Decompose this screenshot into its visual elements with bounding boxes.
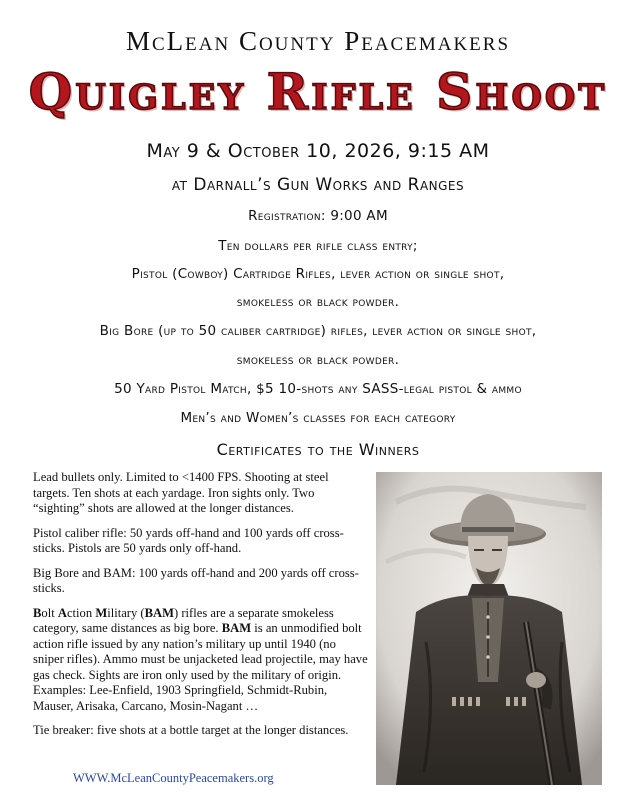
- bam-abbreviation: BAM: [144, 605, 175, 620]
- classes-note: Men’s and Women’s classes for each category: [180, 410, 456, 426]
- bigbore-class-line-2: smokeless or black powder.: [236, 352, 400, 368]
- rules-column: [33, 470, 368, 748]
- bigbore-class-line-1: Big Bore (up to 50 caliber cartridge) rifles, lever action or single shot,: [99, 323, 537, 339]
- registration-time: Registration: 9:00 AM: [248, 208, 388, 224]
- rules-paragraph-pistol: Pistol caliber rifle: 50 yards off-hand and 100 yards off cross-sticks. Pistols are 50 yards only off-hand.: [33, 525, 344, 555]
- bam-text-ilitary: ilitary (: [107, 605, 145, 620]
- event-title: Quigley Rifle Shoot: [28, 62, 608, 121]
- organization-name: McLean County Peacemakers: [125, 26, 511, 56]
- entry-fee: Ten dollars per rifle class entry;: [218, 238, 418, 254]
- rules-paragraph-general: Lead bullets only. Limited to <1400 FPS. Shooting at steel targets. Ten shots at each yardage. Iron sights only. Two “sighting” shots are allowed at the longer distances.: [33, 470, 329, 515]
- pistol-class-line-2: smokeless or black powder.: [236, 294, 400, 310]
- cowboy-portrait: [376, 472, 602, 785]
- rules-paragraph-bam: [33, 606, 368, 715]
- bam-text-olt: olt: [41, 605, 58, 620]
- event-dates: May 9 & October 10, 2026, 9:15 AM: [146, 140, 490, 162]
- rules-paragraph-tiebreaker: Tie breaker: five shots at a bottle target at the longer distances.: [33, 723, 349, 737]
- certificates-heading: Certificates to the Winners: [216, 440, 420, 459]
- pistol-class-line-1: Pistol (Cowboy) Cartridge Rifles, lever action or single shot,: [131, 266, 505, 282]
- bam-text-rest-1: ) rifles are a separate smokeless category, same distances as big bore.: [33, 605, 334, 635]
- event-location: at Darnall’s Gun Works and Ranges: [171, 175, 465, 195]
- bam-text-rest-2: is an unmodified bolt action rifle issued by any nation’s military up until 1940 (no sniper rifles). Ammo must be unjacketed lead projectile, may have gas check. Sights are iron only used by the military of origin. Examples: Lee-Enfield, 1903 Springfield, Schmidt-Rubin, Mauser, Arisaka, Carcano, Mosin-Nagant …: [33, 621, 368, 713]
- bam-letter-a: A: [57, 605, 67, 620]
- bam-letter-b: B: [33, 605, 42, 620]
- bam-text-ction: ction: [66, 605, 96, 620]
- bam-abbreviation-2: BAM: [221, 621, 252, 635]
- website-link[interactable]: WWW.McLeanCountyPeacemakers.org: [73, 771, 274, 785]
- rules-paragraph-bigbore: Big Bore and BAM: 100 yards off-hand and 200 yards off cross-sticks.: [33, 565, 359, 595]
- pistol-match: 50 Yard Pistol Match, $5 10-shots any SASS-legal pistol & ammo: [114, 381, 522, 397]
- bam-letter-m: M: [95, 605, 108, 620]
